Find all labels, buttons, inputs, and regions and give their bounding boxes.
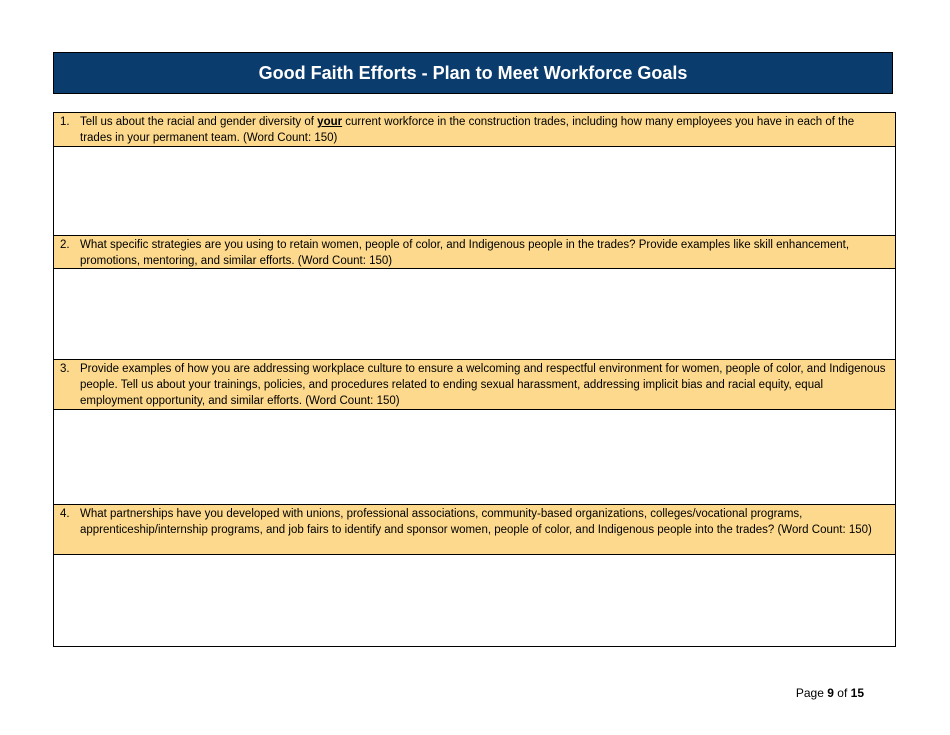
question-3-number: 3. [60, 363, 70, 375]
question-4-number: 4. [60, 508, 70, 520]
question-3-text: Provide examples of how you are addressing workplace culture to ensure a welcoming and respectful environment for women, people of color, and Indigenous people. Tell us about your trainings, policies, and procedures related to ending sexual harassment, addressing implicit bias and racial equity, equal employment opportunity, and similar efforts. (Word Count: 150) [80, 363, 886, 407]
question-2-number: 2. [60, 239, 70, 251]
question-1-row [54, 113, 895, 147]
question-4-row [54, 505, 895, 555]
total-pages: 15 [850, 686, 864, 700]
question-2-row [54, 236, 895, 269]
questions-table [53, 112, 896, 647]
answer-2-field[interactable] [54, 269, 895, 360]
question-3-row [54, 360, 895, 410]
question-1-emphasis: your [317, 116, 343, 128]
answer-3-field[interactable] [54, 410, 895, 505]
page-number: Page 9 of 15 [795, 686, 864, 700]
question-4-text: What partnerships have you developed with unions, professional associations, community-based organizations, colleges/vocational programs, apprenticeship/internship programs, and job fairs to identify and sponsor women, people of color, and Indigenous people into the trades? (Word Count: 150) [80, 508, 872, 536]
question-1-text: Tell us about the racial and gender diversity of your current workforce in the construction trades, including how many employees you have in each of the trades in your permanent team. (Word Count: 150) [80, 116, 855, 144]
answer-1-field[interactable] [54, 147, 895, 236]
page-header-bar [53, 52, 893, 94]
current-page: 9 [827, 686, 834, 700]
question-2-text: What specific strategies are you using to retain women, people of color, and Indigenous people in the trades? Provide examples like skill enhancement, promotions, mentoring, and similar efforts. (Word Count: 150) [80, 239, 850, 267]
answer-4-field[interactable] [54, 555, 895, 646]
question-1-number: 1. [60, 116, 70, 128]
page-title: Good Faith Efforts - Plan to Meet Workforce Goals [258, 62, 688, 83]
